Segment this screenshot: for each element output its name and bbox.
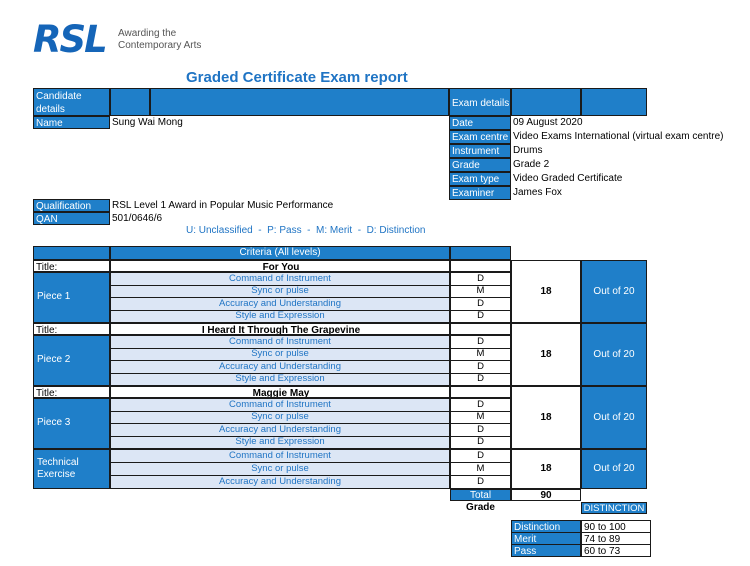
piece-out-of: Out of 20 xyxy=(581,323,647,386)
piece-title: I Heard It Through The Grapevine xyxy=(110,323,450,335)
piece-label: Piece 3 xyxy=(33,398,110,449)
piece-mark: 18 xyxy=(511,260,581,323)
piece-mark: 18 xyxy=(511,323,581,386)
piece-title: Maggie May xyxy=(110,386,450,398)
criterion-level: M xyxy=(450,411,511,424)
criterion-level: D xyxy=(450,273,511,286)
criterion-name: Command of Instrument xyxy=(110,336,450,349)
piece-label: Piece 1 xyxy=(33,272,110,323)
criterion-level: D xyxy=(450,450,511,463)
title-level-cell xyxy=(450,386,511,398)
criterion-level: M xyxy=(450,348,511,361)
technical-block xyxy=(0,449,750,489)
criterion-name: Accuracy and Understanding xyxy=(110,361,450,374)
exam-row-value: 09 August 2020 xyxy=(513,117,583,128)
band-range: 74 to 89 xyxy=(581,532,651,545)
criteria-header: Criteria (All levels) xyxy=(110,246,450,260)
grade-value: DISTINCTION xyxy=(581,502,647,514)
logo-tagline-2: Contemporary Arts xyxy=(118,40,202,51)
criterion-name: Sync or pulse xyxy=(110,348,450,361)
rsl-logo xyxy=(33,20,203,60)
qan-label: QAN xyxy=(33,212,110,225)
header-spacer-3 xyxy=(511,88,581,116)
criterion-level: M xyxy=(450,463,511,476)
criterion-name: Accuracy and Understanding xyxy=(110,424,450,437)
criterion-level: D xyxy=(450,399,511,412)
band-range: 60 to 73 xyxy=(581,544,651,557)
technical-out-of: Out of 20 xyxy=(581,449,647,489)
header-spacer-2 xyxy=(150,88,449,116)
criteria-header-left xyxy=(33,246,110,260)
criterion-name: Style and Expression xyxy=(235,436,325,447)
criterion-level: D xyxy=(477,476,484,487)
piece-1-block xyxy=(0,260,750,323)
exam-row-label: Examiner xyxy=(449,186,511,200)
candidate-details-header: Candidate details xyxy=(33,88,110,116)
name-value: Sung Wai Mong xyxy=(112,117,183,128)
band-name: Merit xyxy=(511,532,581,545)
criterion-level: D xyxy=(477,310,484,321)
piece-title-label: Title: xyxy=(33,323,110,335)
exam-row-value: Grade 2 xyxy=(513,159,550,170)
technical-mark: 18 xyxy=(511,449,581,489)
criteria-header-right xyxy=(450,246,511,260)
total-value: 90 xyxy=(511,489,581,501)
criterion-level: D xyxy=(450,336,511,349)
exam-row-label: Exam centre xyxy=(449,130,511,144)
piece-label: Piece 2 xyxy=(33,335,110,386)
title-level-cell xyxy=(450,323,511,335)
title-level-cell xyxy=(450,260,511,272)
exam-row-label: Exam type xyxy=(449,172,511,186)
criterion-name: Accuracy and Understanding xyxy=(110,298,450,311)
exam-row-label: Grade xyxy=(449,158,511,172)
exam-row-label: Date xyxy=(449,116,511,130)
logo-letters: RSL xyxy=(33,18,106,61)
piece-title-label: Title: xyxy=(33,260,110,272)
name-label: Name xyxy=(33,116,110,129)
qualification-value: RSL Level 1 Award in Popular Music Performance xyxy=(112,200,334,211)
total-label: Total xyxy=(450,489,511,501)
criterion-name: Sync or pulse xyxy=(110,285,450,298)
technical-label-line-1: Technical xyxy=(37,457,79,468)
technical-label xyxy=(33,449,110,489)
criterion-name: Command of Instrument xyxy=(110,399,450,412)
piece-title-label: Title: xyxy=(33,386,110,398)
criterion-level: D xyxy=(450,424,511,437)
criterion-name: Command of Instrument xyxy=(110,450,450,463)
header-spacer-4 xyxy=(581,88,647,116)
criterion-name: Style and Expression xyxy=(235,310,325,321)
criterion-name: Style and Expression xyxy=(235,373,325,384)
criterion-name: Sync or pulse xyxy=(110,463,450,476)
criterion-level: D xyxy=(477,436,484,447)
qan-value: 501/0646/6 xyxy=(112,213,163,224)
exam-row-value: Drums xyxy=(513,145,543,156)
criterion-level: D xyxy=(450,361,511,374)
piece-2-block xyxy=(0,323,750,386)
exam-details-list xyxy=(449,116,749,200)
piece-out-of: Out of 20 xyxy=(581,260,647,323)
grade-bands-table xyxy=(511,520,651,557)
qualification-label: Qualification xyxy=(33,199,110,212)
band-name: Distinction xyxy=(511,520,581,533)
exam-row-value: Video Graded Certificate xyxy=(513,173,623,184)
exam-row-value: Video Exams International (virtual exam centre) xyxy=(513,131,724,142)
header-spacer-1 xyxy=(110,88,150,116)
exam-details-header: Exam details xyxy=(449,88,511,116)
grade-key: U: Unclassified - P: Pass - M: Merit - D: Distinction xyxy=(186,225,426,236)
piece-title: For You xyxy=(110,260,450,272)
grade-label: Grade xyxy=(466,502,495,513)
criterion-level: D xyxy=(477,373,484,384)
band-range: 90 to 100 xyxy=(581,520,651,533)
criterion-name: Command of Instrument xyxy=(110,273,450,286)
exam-row-value: James Fox xyxy=(513,187,562,198)
criterion-name: Sync or pulse xyxy=(110,411,450,424)
exam-row-label: Instrument xyxy=(449,144,511,158)
logo-tagline-1: Awarding the xyxy=(118,28,177,39)
piece-mark: 18 xyxy=(511,386,581,449)
band-name: Pass xyxy=(511,544,581,557)
page-title: Graded Certificate Exam report xyxy=(186,69,408,86)
criterion-level: M xyxy=(450,285,511,298)
technical-label-line-2: Exercise xyxy=(37,469,76,480)
criterion-name: Accuracy and Understanding xyxy=(219,476,341,487)
piece-out-of: Out of 20 xyxy=(581,386,647,449)
criterion-level: D xyxy=(450,298,511,311)
piece-3-block xyxy=(0,386,750,449)
